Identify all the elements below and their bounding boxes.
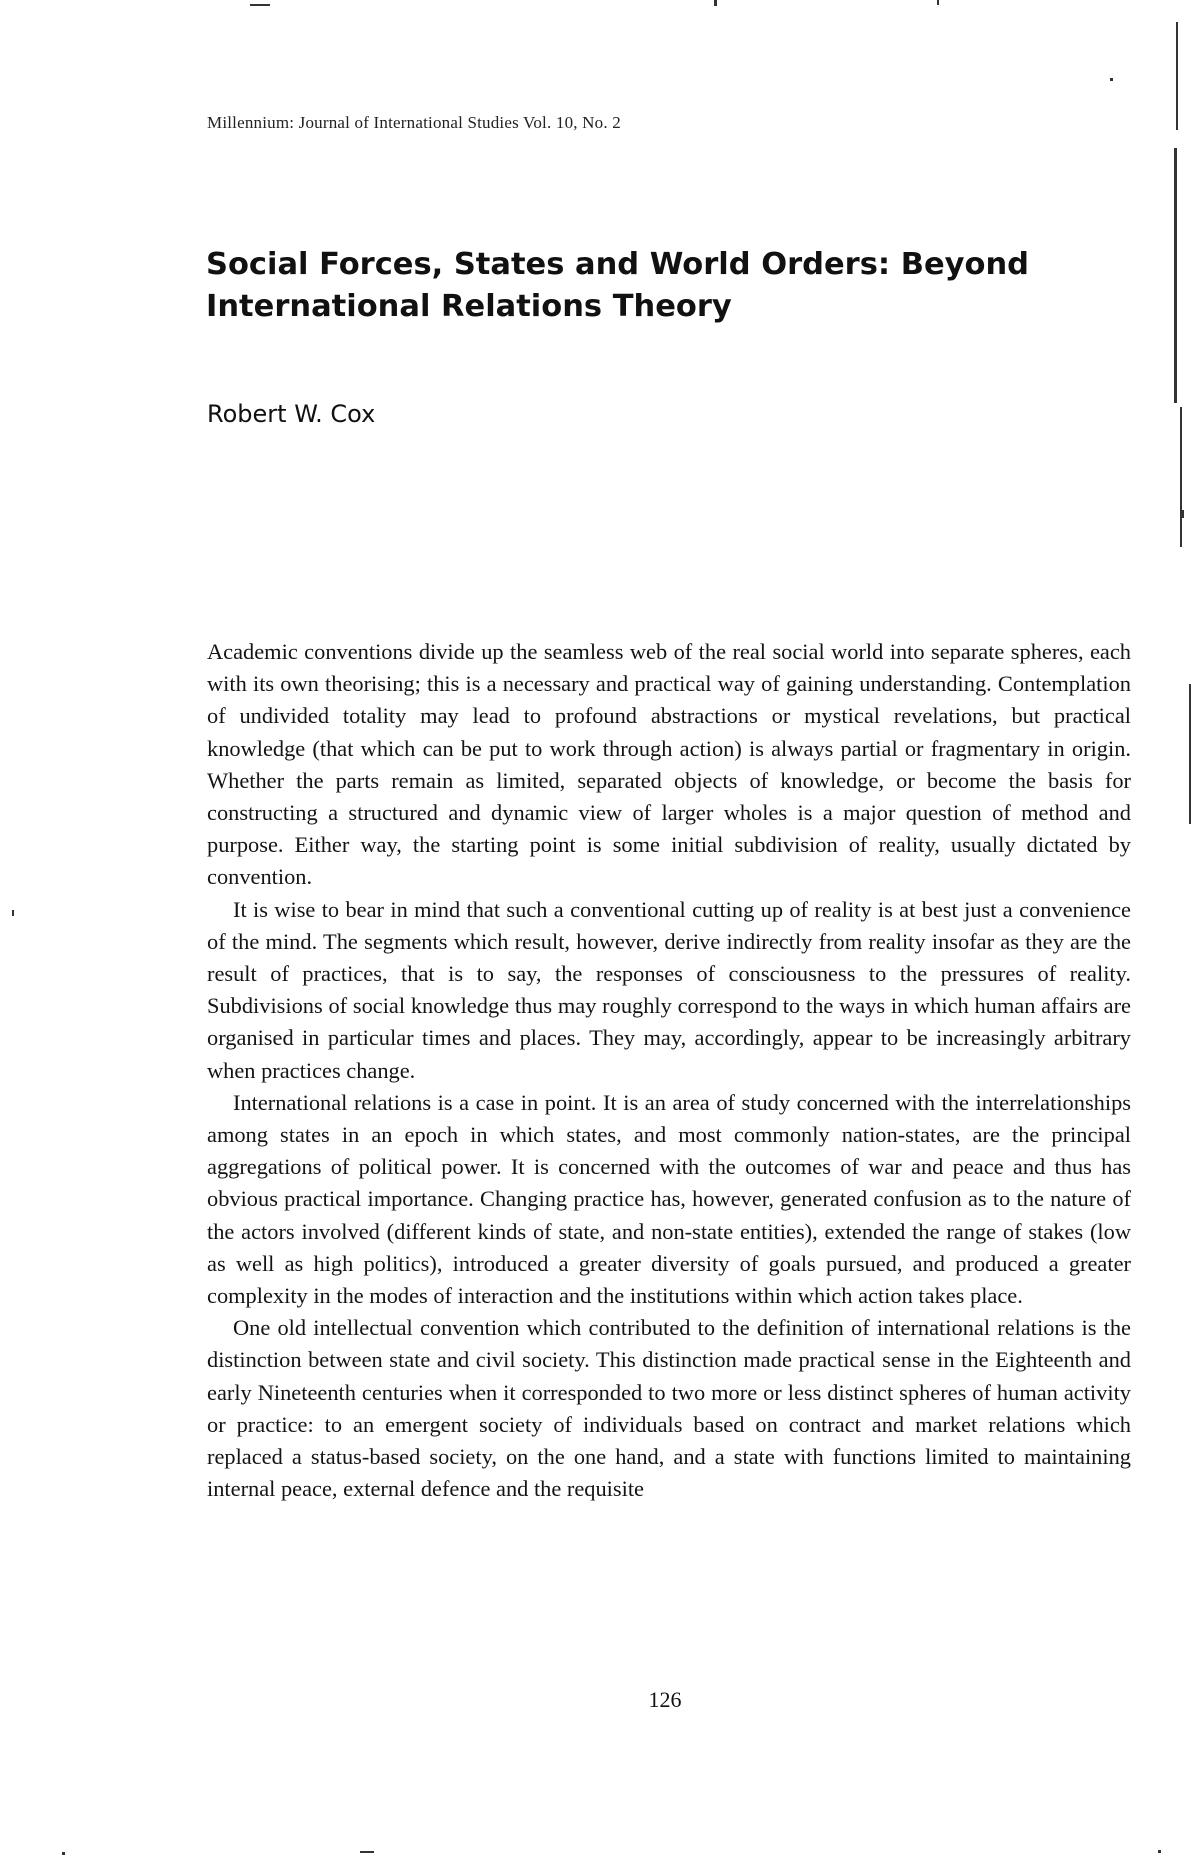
author-name: Robert W. Cox (207, 400, 376, 428)
article-title-line-1: Social Forces, States and World Orders: Beyond (206, 247, 1030, 282)
scan-mark (1180, 407, 1182, 547)
scan-mark (250, 4, 270, 6)
scan-mark (1181, 510, 1184, 518)
article-title-line-2: International Relations Theory (206, 289, 732, 324)
scan-mark (714, 0, 717, 6)
scan-mark (937, 0, 939, 5)
scan-mark (12, 910, 14, 916)
scan-mark (1174, 148, 1177, 403)
paragraph-4: One old intellectual convention which contributed to the definition of international relations is the distinction between state and civil society. This distinction made practical sense in the Eighteenth and early Nineteenth centuries when it corresponded to two more or less distinct spheres of human activity or practice: to an emergent society of individuals based on contract and market relations which replaced a status-based society, on the one hand, and a state with functions limited to maintaining internal peace, external defence and the requisite (207, 1315, 1131, 1502)
scan-mark (1158, 1850, 1161, 1853)
scan-mark (1110, 78, 1113, 81)
scan-mark (1176, 22, 1178, 130)
paragraph-2: It is wise to bear in mind that such a conventional cutting up of reality is at best just a convenience of the mind. The segments which result, however, derive indirectly from reality insofar as they are the result of practices, that is to say, the responses of consciousness to the pressures of reality. Subdivisions of social knowledge thus may roughly correspond to the ways in which human affairs are organised in particular times and places. They may, accordingly, appear to be increasingly arbitrary when practices change. (207, 896, 1131, 1083)
scan-mark (62, 1852, 65, 1855)
page-number: 126 (648, 1687, 682, 1712)
paragraph-1: Academic conventions divide up the seamless web of the real social world into separate spheres, each with its own theorising; this is a necessary and practical way of gaining understanding. Contemplation of undivided totality may lead to profound abstractions or mystical revelations, but practical knowledge (that which can be put to work through action) is always partial or fragmentary in origin. Whether the parts remain as limited, separated objects of knowledge, or become the basis for constructing a structured and dynamic view of larger wholes is a major question of method and purpose. Either way, the starting point is some initial subdivision of reality, usually dictated by convention. (207, 639, 1131, 890)
scan-mark (1189, 684, 1191, 824)
journal-header: Millennium: Journal of International Studies Vol. 10, No. 2 (207, 113, 621, 132)
article-title (206, 244, 1106, 328)
paragraph-3: International relations is a case in point. It is an area of study concerned with the interrelationships among states in an epoch in which states, and most commonly nation-states, are the principal aggregations of political power. It is concerned with the outcomes of war and peace and thus has obvious practical importance. Changing practice has, however, generated confusion as to the nature of the actors involved (different kinds of state, and non-state entities), extended the range of stakes (low as well as high politics), introduced a greater diversity of goals pursued, and produced a greater complexity in the modes of interaction and the institutions within which action takes place. (207, 1089, 1131, 1309)
article-body (207, 636, 1131, 1505)
scan-mark (360, 1851, 374, 1853)
